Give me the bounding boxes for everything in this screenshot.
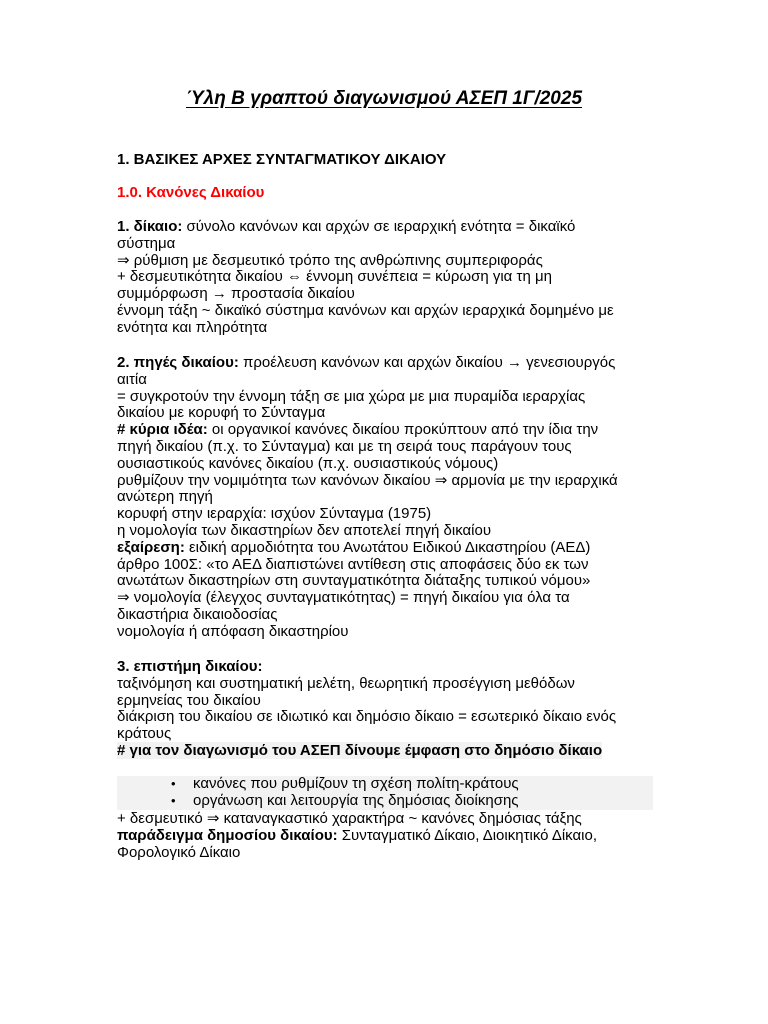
paragraph-sources-of-law — [117, 355, 657, 641]
text-line: ταξινόμηση και συστηματική μελέτη, θεωρητική προσέγγιση μεθόδων — [117, 674, 575, 692]
text-line: εξαίρεση: ειδική αρμοδιότητα του Ανωτάτου Ειδικού Δικαστηρίου (ΑΕΔ) — [117, 538, 591, 556]
text-line: ενότητα και πληρότητα — [117, 318, 268, 336]
text-line — [117, 659, 657, 676]
subsection-heading: 1.0. Κανόνες Δικαίου — [117, 184, 265, 201]
text-line: ⇒ νομολογία (έλεγχος συνταγματικότητας) = πηγή δικαίου για όλα τα — [117, 589, 570, 607]
text-line: πηγή δικαίου (π.χ. το Σύνταγμα) και με τη σειρά τους παράγουν τους — [117, 437, 572, 455]
text-line: ανωτάτων δικαστηρίων στη συνταγματικότητα διάταξης τυπικού νόμου» — [117, 572, 591, 590]
text-line: 2. πηγές δικαίου: προέλευση κανόνων και αρχών δικαίου → γενεσιουργός — [117, 354, 616, 371]
bullet-icon: • — [171, 776, 176, 791]
text-line: νομολογία ή απόφαση δικαστηρίου — [117, 622, 349, 640]
list-item: • οργάνωση και λειτουργία της δημόσιας διοίκησης — [171, 791, 519, 809]
paragraph-legal-science — [117, 659, 657, 760]
text-line: Φορολογικό Δίκαιο — [117, 843, 241, 861]
text-line: δικαίου με κορυφή το Σύνταγμα — [117, 404, 326, 422]
text-line: διάκριση του δικαίου σε ιδιωτικό και δημόσιο δίκαιο = εσωτερικό δίκαιο ενός — [117, 708, 617, 726]
term-label: 1. δίκαιο: — [117, 218, 183, 235]
paragraph-law-definition — [117, 219, 657, 337]
text-line: = συγκροτούν την έννομη τάξη σε μια χώρα με μια πυραμίδα ιεραρχίας — [117, 387, 586, 405]
text-line: η νομολογία των δικαστηρίων δεν αποτελεί πηγή δικαίου — [117, 521, 492, 539]
text-line: παράδειγμα δημοσίου δικαίου: Συνταγματικό Δίκαιο, Διοικητικό Δίκαιο, — [117, 826, 598, 844]
exception-label: εξαίρεση: — [117, 538, 185, 556]
text-line: κορυφή στην ιεραρχία: ισχύον Σύνταγμα (1975) — [117, 505, 432, 523]
text-line: ουσιαστικούς κανόνες δικαίου (π.χ. ουσιαστικούς νόμους) — [117, 454, 499, 472]
text-line: έννομη τάξη ~ δικαϊκό σύστημα κανόνων και αρχών ιεραρχικά δομημένο με — [117, 301, 614, 319]
emphasis-line: # για τον διαγωνισμό του ΑΣΕΠ δίνουμε έμφαση στο δημόσιο δίκαιο — [117, 741, 603, 759]
text-line: 1. δίκαιο: σύνολο κανόνων και αρχών σε ιεραρχική ενότητα = δικαϊκό — [117, 218, 576, 235]
list-item: • κανόνες που ρυθμίζουν τη σχέση πολίτη-κράτους — [171, 775, 519, 792]
document-title: Ύλη Β γραπτού διαγωνισμού ΑΣΕΠ 1Γ/2025 — [185, 88, 583, 109]
paragraph-public-law — [117, 811, 657, 861]
text-line: # κύρια ιδέα: οι οργανικοί κανόνες δικαίου προκύπτουν από την ίδια την — [117, 421, 599, 439]
text-line: κράτους — [117, 725, 172, 743]
text-line: δικαστήρια δικαιοδοσίας — [117, 605, 278, 623]
bullet-icon: • — [171, 792, 176, 808]
text-line: συμμόρφωση → προστασία δικαίου — [117, 285, 355, 303]
text-line: άρθρο 100Σ: «το ΑΕΔ διαπιστώνει αντίθεση στις αποφάσεις δύο εκ των — [117, 555, 589, 573]
text-line: ⇒ ρύθμιση με δεσμευτικό τρόπο της ανθρώπινης συμπεριφοράς — [117, 251, 543, 269]
text-line: σύστημα — [117, 234, 176, 252]
text-line: αιτία — [117, 370, 147, 388]
text-line: + δεσμευτικότητα δικαίου ⇔ έννομη συνέπεια = κύρωση για τη μη — [117, 268, 552, 286]
text-line: ερμηνείας του δικαίου — [117, 691, 261, 709]
text-line: + δεσμευτικό ⇒ καταναγκαστικό χαρακτήρα ~ κανόνες δημόσιας τάξης — [117, 810, 582, 827]
text-line: ανώτερη πηγή — [117, 488, 213, 506]
section-heading: 1. ΒΑΣΙΚΕΣ ΑΡΧΕΣ ΣΥΝΤΑΓΜΑΤΙΚΟΥ ΔΙΚΑΙΟΥ — [117, 151, 447, 168]
term-label: 3. επιστήμη δικαίου: — [117, 658, 263, 675]
bullet-list — [117, 776, 653, 810]
key-idea-label: # κύρια ιδέα: — [117, 421, 208, 439]
text-line: ρυθμίζουν την νομιμότητα των κανόνων δικαίου ⇒ αρμονία με την ιεραρχικά — [117, 471, 618, 489]
example-label: παράδειγμα δημοσίου δικαίου: — [117, 826, 338, 844]
term-label: 2. πηγές δικαίου: — [117, 354, 239, 371]
